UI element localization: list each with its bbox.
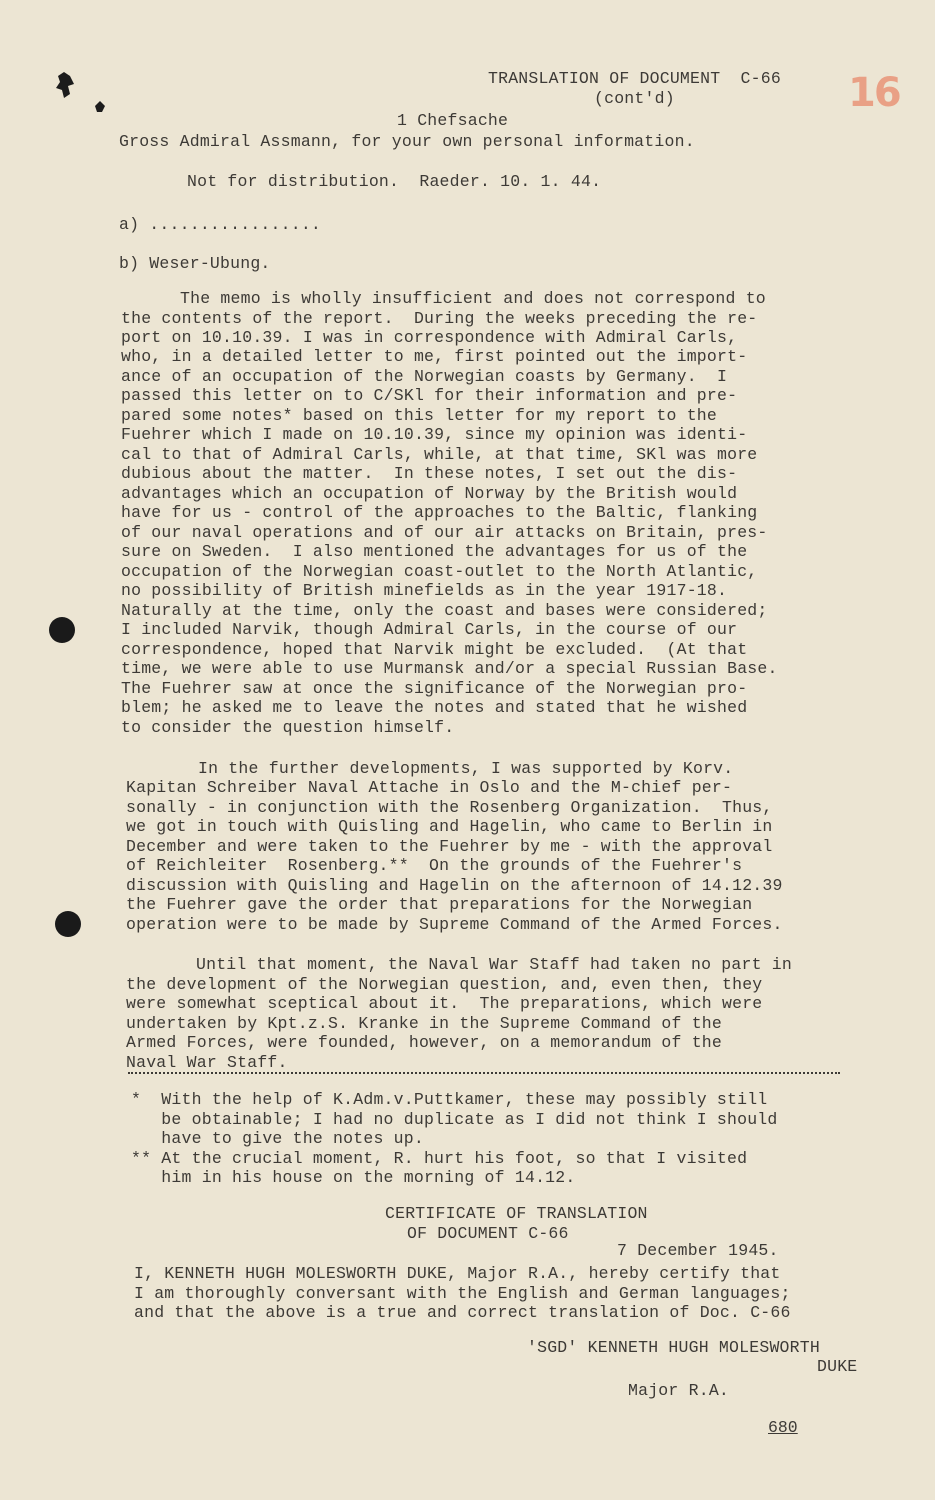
text-line: Until that moment, the Naval War Staff had taken no part in [196, 955, 792, 974]
text-line: cal to that of Admiral Carls, while, at that time, SKl was more [121, 445, 758, 464]
text-line: correspondence, hoped that Narvik might be excluded. (At that [121, 640, 748, 659]
text-line: sonally - in conjunction with the Rosenberg Organization. Thus, [126, 798, 773, 817]
certificate-line: I am thoroughly conversant with the English and German languages; [134, 1284, 791, 1303]
footnote-line: be obtainable; I had no duplicate as I did not think I should [131, 1110, 778, 1129]
text-line: Armed Forces, were founded, however, on a memorandum of the [126, 1033, 722, 1052]
text-line: Naturally at the time, only the coast and bases were considered; [121, 601, 768, 620]
text-line: Naval War Staff. [126, 1053, 288, 1072]
text-line: no possibility of British minefields as in the year 1917-18. [121, 581, 728, 600]
footnote-line: have to give the notes up. [131, 1129, 424, 1148]
footnote-divider [128, 1072, 840, 1074]
item-a: a) ................. [119, 215, 322, 234]
text-line: The memo is wholly insufficient and does not correspond to [180, 289, 766, 308]
document-title: TRANSLATION OF DOCUMENT C-66 [488, 69, 781, 88]
text-line: sure on Sweden. I also mentioned the advantages for us of the [121, 542, 748, 561]
text-line: I included Narvik, though Admiral Carls, in the course of our [121, 620, 738, 639]
text-line: of Reichleiter Rosenberg.** On the grounds of the Fuehrer's [126, 856, 743, 875]
certificate-subheading: OF DOCUMENT C-66 [407, 1224, 569, 1243]
text-line: advantages which an occupation of Norway by the British would [121, 484, 738, 503]
certificate-date: 7 December 1945. [617, 1241, 779, 1260]
signature-surname: DUKE [817, 1357, 858, 1376]
certificate-line: and that the above is a true and correct translation of Doc. C-66 [134, 1303, 791, 1322]
text-line: have for us - control of the approaches to the Baltic, flanking [121, 503, 758, 522]
signature-line: 'SGD' KENNETH HUGH MOLESWORTH [527, 1338, 820, 1357]
text-line: blem; he asked me to leave the notes and stated that he wished [121, 698, 748, 717]
signatory-rank: Major R.A. [628, 1381, 730, 1400]
page-stamp: 16 [848, 70, 900, 116]
text-line: of our naval operations and of our air attacks on Britain, pres- [121, 523, 768, 542]
text-line: operation were to be made by Supreme Command of the Armed Forces. [126, 915, 783, 934]
distribution-line: Not for distribution. Raeder. 10. 1. 44. [187, 172, 602, 191]
classification: 1 Chefsache [397, 111, 509, 130]
text-line: passed this letter on to C/SKl for their information and pre- [121, 386, 738, 405]
text-line: the development of the Norwegian question, and, even then, they [126, 975, 763, 994]
text-line: the Fuehrer gave the order that preparations for the Norwegian [126, 895, 753, 914]
ink-blot-icon [54, 70, 76, 100]
certificate-line: I, KENNETH HUGH MOLESWORTH DUKE, Major R.A., hereby certify that [134, 1264, 781, 1283]
text-line: ance of an occupation of the Norwegian coasts by Germany. I [121, 367, 728, 386]
punch-hole [55, 911, 81, 937]
text-line: The Fuehrer saw at once the significance of the Norwegian pro- [121, 679, 748, 698]
text-line: pared some notes* based on this letter for my report to the [121, 406, 717, 425]
text-line: were somewhat sceptical about it. The preparations, which were [126, 994, 763, 1013]
text-line: In the further developments, I was supported by Korv. [198, 759, 734, 778]
page-number: 680 [768, 1418, 798, 1437]
text-line: the contents of the report. During the weeks preceding the re- [121, 309, 758, 328]
certificate-heading: CERTIFICATE OF TRANSLATION [385, 1204, 648, 1223]
text-line: to consider the question himself. [121, 718, 455, 737]
addressee-line: Gross Admiral Assmann, for your own personal information. [119, 132, 695, 151]
ink-dot-icon [93, 100, 107, 114]
text-line: we got in touch with Quisling and Hagelin, who came to Berlin in [126, 817, 773, 836]
text-line: port on 10.10.39. I was in correspondence with Admiral Carls, [121, 328, 738, 347]
text-line: undertaken by Kpt.z.S. Kranke in the Supreme Command of the [126, 1014, 722, 1033]
continued-label: (cont'd) [594, 89, 675, 108]
item-b: b) Weser-Ubung. [119, 254, 271, 273]
text-line: discussion with Quisling and Hagelin on the afternoon of 14.12.39 [126, 876, 783, 895]
text-line: who, in a detailed letter to me, first pointed out the import- [121, 347, 748, 366]
footnote-line: him in his house on the morning of 14.12. [131, 1168, 576, 1187]
text-line: time, we were able to use Murmansk and/or a special Russian Base. [121, 659, 778, 678]
text-line: dubious about the matter. In these notes, I set out the dis- [121, 464, 738, 483]
footnote-line: ** At the crucial moment, R. hurt his foot, so that I visited [131, 1149, 748, 1168]
text-line: occupation of the Norwegian coast-outlet to the North Atlantic, [121, 562, 758, 581]
text-line: Kapitan Schreiber Naval Attache in Oslo and the M-chief per- [126, 778, 733, 797]
text-line: Fuehrer which I made on 10.10.39, since my opinion was identi- [121, 425, 748, 444]
text-line: December and were taken to the Fuehrer by me - with the approval [126, 837, 773, 856]
punch-hole [49, 617, 75, 643]
footnote-line: * With the help of K.Adm.v.Puttkamer, these may possibly still [131, 1090, 768, 1109]
